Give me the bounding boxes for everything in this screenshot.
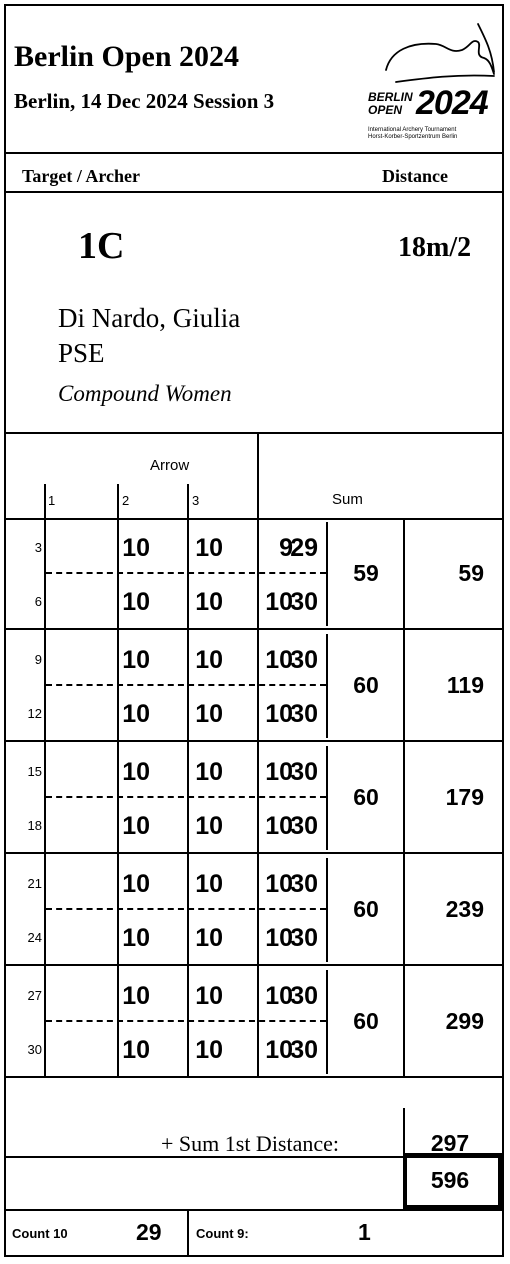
end-sum: 30 — [290, 870, 318, 898]
arrow-index: 12 — [27, 706, 42, 721]
count9-value: 1 — [358, 1219, 371, 1245]
arrow-score: 10 — [265, 588, 293, 616]
bear-outline-icon — [366, 20, 500, 90]
end-sum: 30 — [290, 588, 318, 616]
arrow-col-3: 3 — [192, 493, 200, 508]
pair-total: 60 — [353, 896, 379, 922]
arrow-score: 10 — [195, 1036, 223, 1064]
label-distance: Distance — [382, 166, 448, 186]
arrow-index: 18 — [27, 818, 42, 833]
dashed-separator — [46, 908, 326, 910]
arrow-score: 10 — [195, 924, 223, 952]
end-separator — [6, 964, 502, 966]
arrow-score: 10 — [122, 1036, 150, 1064]
arrow-score: 10 — [122, 700, 150, 728]
end-sum: 30 — [290, 812, 318, 840]
arrow-col-2: 2 — [122, 493, 130, 508]
count10-value: 29 — [136, 1219, 162, 1245]
end-sum: 30 — [290, 646, 318, 674]
end-sum: 30 — [290, 982, 318, 1010]
grid-line — [44, 518, 46, 630]
end-separator — [6, 628, 502, 630]
scorecard — [4, 4, 504, 1257]
grid-line — [44, 742, 46, 854]
running-total: 119 — [446, 672, 484, 698]
end-separator — [6, 1076, 502, 1078]
arrow-score: 10 — [195, 870, 223, 898]
pair-total: 60 — [353, 672, 379, 698]
arrow-score: 10 — [122, 870, 150, 898]
label-count10: Count 10 — [12, 1226, 68, 1241]
arrow-score: 10 — [122, 924, 150, 952]
arrow-index: 21 — [27, 876, 42, 891]
label-sum-1st-distance: + Sum 1st Distance: — [161, 1131, 340, 1156]
arrow-score: 10 — [122, 982, 150, 1010]
logo-tagline-1: International Archery Tournament — [368, 127, 457, 133]
logo-open: OPEN — [368, 103, 403, 117]
archer-category: Compound Women — [58, 381, 232, 406]
arrow-score: 10 — [265, 700, 293, 728]
end-sum: 30 — [290, 700, 318, 728]
arrow-score: 10 — [265, 646, 293, 674]
arrow-index: 3 — [34, 540, 42, 555]
arrow-index: 30 — [27, 1042, 42, 1057]
end-sum: 30 — [290, 924, 318, 952]
pair-total: 60 — [353, 1008, 379, 1034]
arrow-index: 27 — [27, 988, 42, 1003]
arrow-score: 10 — [122, 646, 150, 674]
end-sum: 30 — [290, 758, 318, 786]
arrow-index: 15 — [27, 764, 42, 779]
logo-year: 2024 — [416, 84, 488, 122]
end-sum: 29 — [290, 534, 318, 562]
label-sum: Sum — [332, 491, 363, 508]
arrow-score: 10 — [195, 812, 223, 840]
archer-country: PSE — [58, 338, 105, 368]
arrow-score: 10 — [195, 588, 223, 616]
arrow-col-1: 1 — [48, 493, 56, 508]
arrow-score: 10 — [195, 700, 223, 728]
end-separator — [6, 852, 502, 854]
arrow-score: 10 — [265, 870, 293, 898]
grid-line — [44, 966, 46, 1078]
arrow-score: 10 — [265, 982, 293, 1010]
dashed-separator — [46, 796, 326, 798]
arrow-score: 10 — [265, 812, 293, 840]
logo-berlin: BERLIN — [368, 90, 413, 104]
archer-name: Di Nardo, Giulia — [58, 303, 241, 333]
event-subtitle: Berlin, 14 Dec 2024 Session 3 — [14, 89, 275, 113]
running-total: 299 — [445, 1008, 484, 1034]
arrow-index: 9 — [34, 652, 42, 667]
arrow-score: 10 — [265, 1036, 293, 1064]
dashed-separator — [46, 684, 326, 686]
label-arrow: Arrow — [150, 457, 190, 474]
running-total: 59 — [458, 560, 484, 586]
logo-tagline-2: Horst-Korber-Sportzentrum Berlin — [368, 134, 458, 140]
target-number: 1C — [78, 225, 125, 267]
first-distance-total: 297 — [430, 1130, 470, 1156]
arrow-index: 6 — [34, 594, 42, 609]
arrow-score: 10 — [265, 924, 293, 952]
dashed-separator — [46, 1020, 326, 1022]
end-separator — [6, 740, 502, 742]
arrow-score: 10 — [122, 588, 150, 616]
arrow-score: 10 — [195, 758, 223, 786]
arrow-score: 9 — [279, 534, 293, 562]
label-target-archer: Target / Archer — [22, 166, 140, 186]
end-sum: 30 — [290, 1036, 318, 1064]
arrow-index: 24 — [27, 930, 42, 945]
tournament-logo — [366, 20, 500, 148]
dashed-separator — [46, 572, 326, 574]
distance-value: 18m/2 — [398, 232, 472, 263]
arrow-score: 10 — [265, 758, 293, 786]
arrow-score: 10 — [122, 758, 150, 786]
arrow-score: 10 — [195, 534, 223, 562]
grid-line — [44, 630, 46, 742]
arrow-score: 10 — [122, 534, 150, 562]
label-count9: Count 9: — [196, 1226, 249, 1241]
grand-total: 596 — [430, 1167, 470, 1193]
running-total: 239 — [445, 896, 484, 922]
arrow-score: 10 — [122, 812, 150, 840]
running-total: 179 — [445, 784, 484, 810]
grid-line — [44, 854, 46, 966]
arrow-score: 10 — [195, 646, 223, 674]
event-title: Berlin Open 2024 — [14, 40, 240, 73]
pair-total: 59 — [353, 560, 379, 586]
pair-total: 60 — [353, 784, 379, 810]
arrow-score: 10 — [195, 982, 223, 1010]
